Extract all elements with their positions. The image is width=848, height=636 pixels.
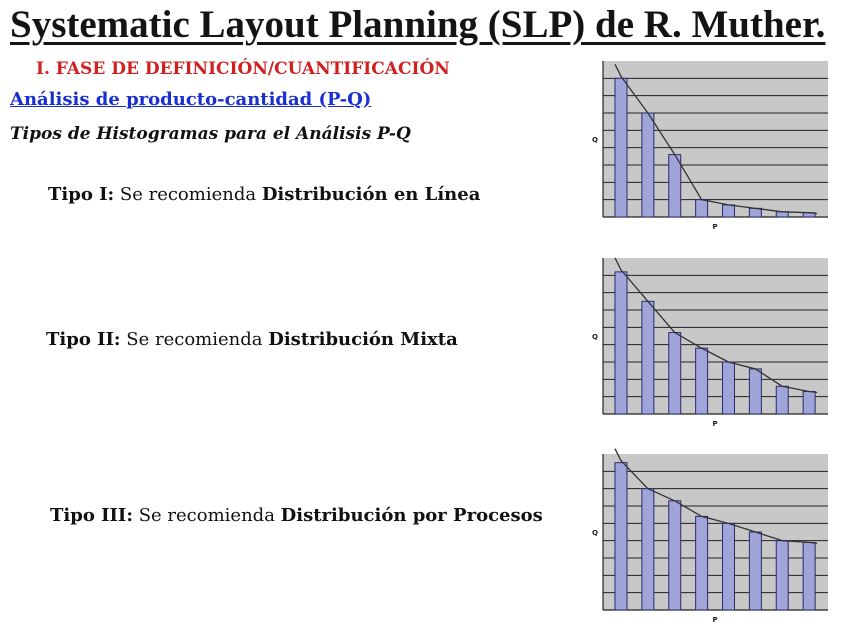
page-title: Systematic Layout Planning (SLP) de R. Muther. bbox=[10, 3, 826, 46]
histogram-bar bbox=[696, 348, 708, 414]
histogram-tipo-1 bbox=[588, 55, 828, 235]
x-axis-label: P bbox=[712, 616, 718, 624]
histogram-bar bbox=[642, 301, 654, 414]
y-axis-label: Q bbox=[592, 333, 598, 341]
types-heading: Tipos de Histogramas para el Análisis P-Q bbox=[10, 124, 411, 144]
x-axis-label: P bbox=[712, 223, 718, 231]
plot-area bbox=[603, 258, 828, 414]
histogram-bar bbox=[615, 272, 627, 414]
histogram-bar bbox=[696, 516, 708, 610]
histogram-bar bbox=[669, 333, 681, 414]
y-axis-label: Q bbox=[592, 136, 598, 144]
y-axis-label: Q bbox=[592, 529, 598, 537]
histogram-tipo-2 bbox=[588, 252, 828, 432]
phase-heading: I. FASE DE DEFINICIÓN/CUANTIFICACIÓN bbox=[36, 59, 450, 79]
histogram-bar bbox=[776, 541, 788, 610]
histogram-tipo-3 bbox=[588, 448, 828, 628]
histogram-bar bbox=[803, 542, 815, 610]
histogram-bar bbox=[749, 532, 761, 610]
tipo-3-text bbox=[50, 505, 543, 526]
tipo-1-emphasis: Distribución en Línea bbox=[261, 184, 481, 205]
histogram-bar bbox=[669, 501, 681, 610]
histogram-bar bbox=[723, 205, 735, 217]
plot-area bbox=[603, 61, 828, 217]
tipo-1-text bbox=[48, 184, 480, 205]
histogram-bar bbox=[723, 362, 735, 414]
histogram-bar bbox=[776, 386, 788, 414]
tipo-2-desc: Se recomienda bbox=[120, 329, 269, 350]
tipo-2-label: Tipo II: bbox=[46, 329, 121, 350]
tipo-3-emphasis: Distribución por Procesos bbox=[280, 505, 543, 526]
histogram-bar bbox=[615, 78, 627, 217]
histogram-bar bbox=[669, 155, 681, 217]
histogram-bar bbox=[642, 489, 654, 610]
x-axis-label: P bbox=[712, 420, 718, 428]
histogram-bar bbox=[749, 369, 761, 414]
tipo-2-text bbox=[46, 329, 458, 350]
tipo-1-desc: Se recomienda bbox=[114, 184, 262, 205]
histogram-bar bbox=[803, 391, 815, 414]
histogram-bar bbox=[749, 208, 761, 217]
tipo-2-emphasis: Distribución Mixta bbox=[268, 329, 458, 350]
histogram-bar bbox=[615, 463, 627, 610]
tipo-1-label: Tipo I: bbox=[48, 184, 115, 205]
subtitle-link[interactable]: Análisis de producto-cantidad (P-Q) bbox=[10, 89, 372, 110]
tipo-3-label: Tipo III: bbox=[50, 505, 133, 526]
histogram-bar bbox=[723, 523, 735, 610]
histogram-bar bbox=[642, 113, 654, 217]
histogram-bar bbox=[696, 200, 708, 217]
tipo-3-desc: Se recomienda bbox=[133, 505, 281, 526]
